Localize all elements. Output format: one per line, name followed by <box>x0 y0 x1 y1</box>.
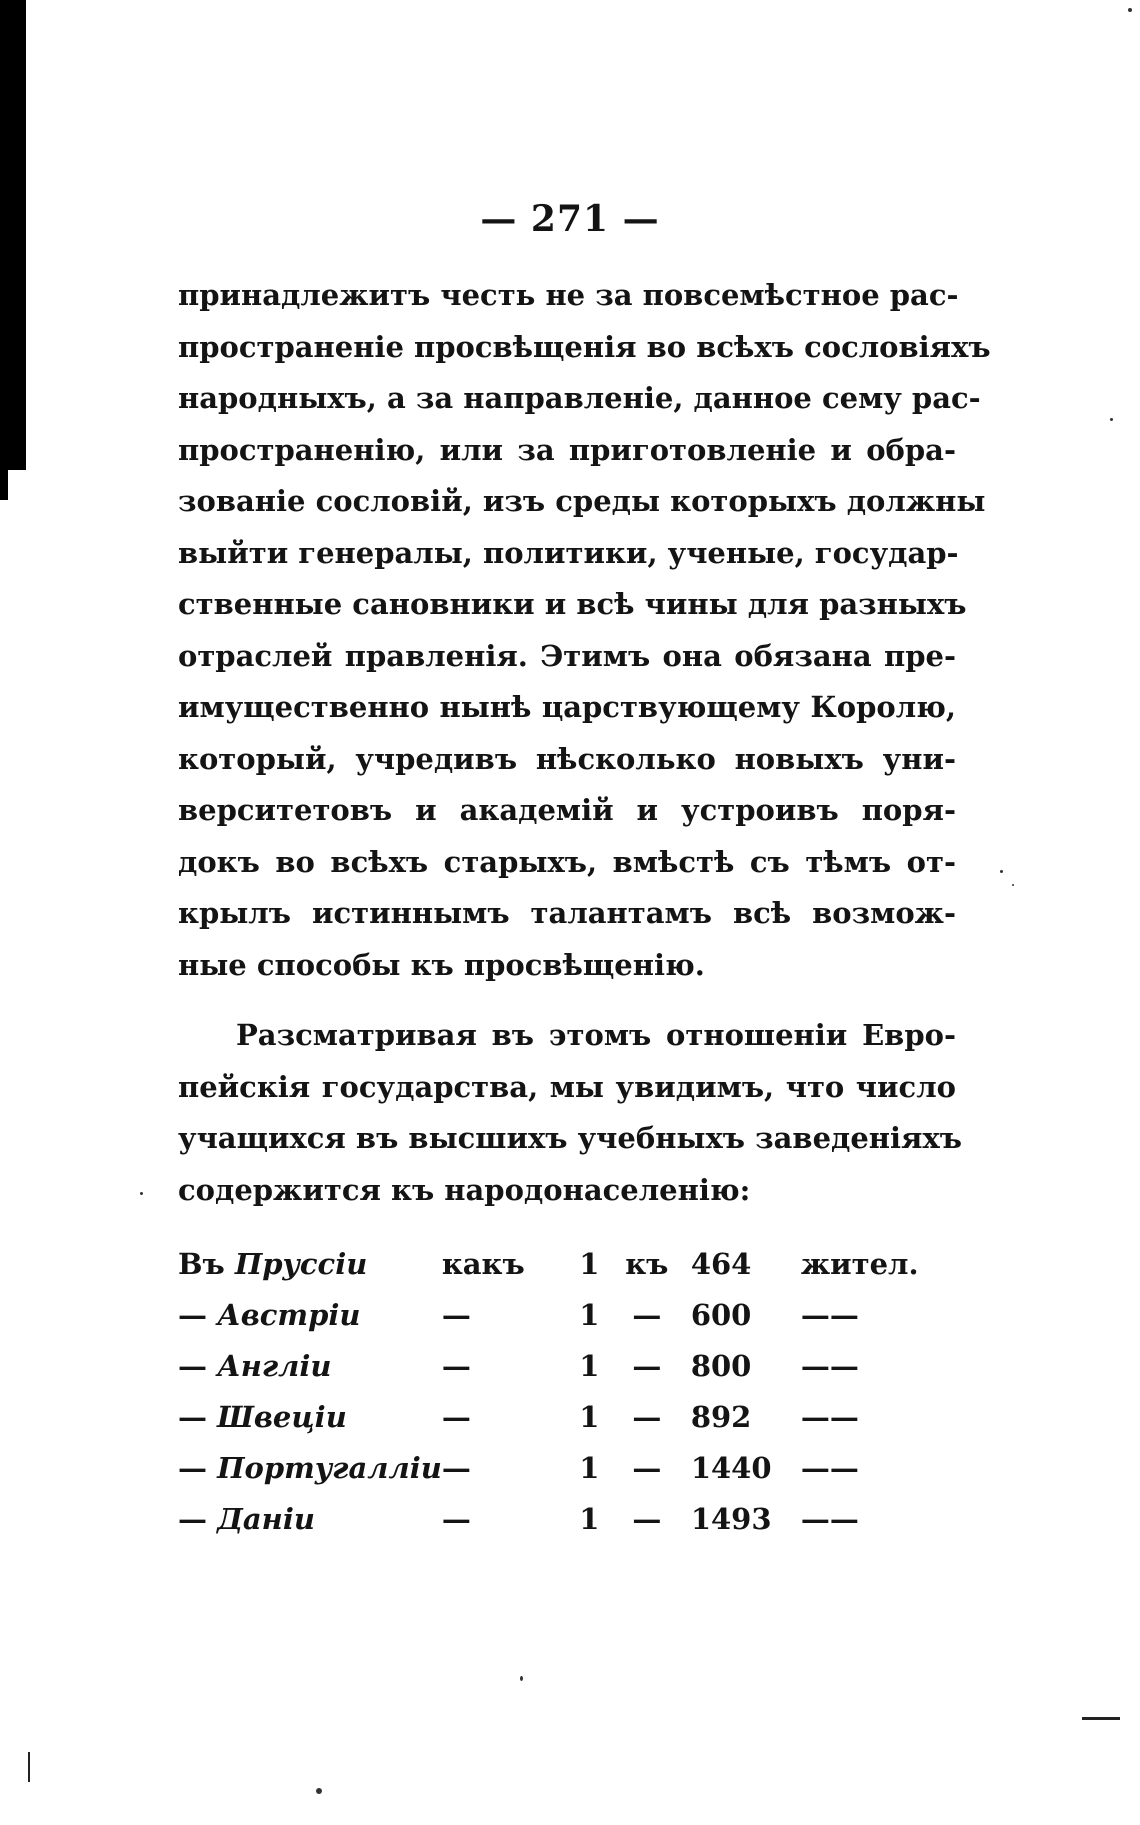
binding-shadow-tail <box>0 470 8 500</box>
table-row <box>178 1340 958 1391</box>
country-name: Португалліи <box>217 1450 442 1485</box>
how-cell: — <box>441 1297 471 1332</box>
country-name: Пруссіи <box>234 1246 368 1281</box>
text-line: ственные сановники и всѣ чины для разныхъ <box>178 587 967 621</box>
text-line: верситетовъ и академій и устроивъ поря- <box>178 793 956 827</box>
text-line: учащихся въ высшихъ учебныхъ заведеніяхъ <box>178 1121 963 1155</box>
row-prefix: — <box>178 1348 207 1383</box>
country-cell <box>178 1442 442 1493</box>
text-line: отраслей правленія. Этимъ она обязана пре- <box>178 638 956 673</box>
how-cell: — <box>441 1450 471 1485</box>
to-cell: къ <box>625 1246 669 1281</box>
one-cell: 1 <box>579 1501 600 1536</box>
text-line: имущественно нынѣ царствующему Королю, <box>178 690 956 724</box>
one-cell: 1 <box>579 1450 600 1485</box>
text-line: докъ во всѣхъ старыхъ, вмѣстѣ съ тѣмъ от- <box>178 844 956 879</box>
scan-speck <box>520 1676 523 1681</box>
number-cell: 800 <box>690 1348 752 1383</box>
scan-speck <box>1012 884 1014 886</box>
table-row <box>178 1289 958 1340</box>
text-line: который, учредивъ нѣсколько новыхъ уни- <box>178 741 956 776</box>
one-cell: 1 <box>579 1348 600 1383</box>
to-cell: — <box>632 1348 662 1383</box>
to-cell: — <box>632 1399 662 1434</box>
row-prefix: — <box>178 1450 207 1485</box>
one-cell: 1 <box>579 1399 600 1434</box>
scan-dash <box>1082 1717 1120 1720</box>
unit-cell: —— <box>800 1501 859 1536</box>
how-cell: — <box>441 1348 471 1383</box>
scan-speck <box>1000 870 1003 873</box>
country-cell <box>178 1289 442 1340</box>
country-name: Англіи <box>217 1348 332 1383</box>
text-line: Разсматривая въ этомъ отношеніи Евро- <box>236 1018 956 1052</box>
table-row <box>178 1493 958 1544</box>
country-cell <box>178 1493 442 1544</box>
text-line: принадлежитъ честь не за повсемѣстное рас- <box>178 278 959 312</box>
number-cell: 464 <box>690 1246 752 1281</box>
paragraph-1 <box>178 270 991 991</box>
row-prefix: — <box>178 1501 207 1536</box>
how-cell: какъ <box>441 1246 525 1281</box>
text-line: пейскія государства, мы увидимъ, что число <box>178 1069 956 1104</box>
text-line: зованіе сословій, изъ среды которыхъ должны <box>178 484 986 518</box>
unit-cell: —— <box>800 1399 859 1434</box>
row-prefix: Въ <box>178 1246 225 1281</box>
table-row <box>178 1238 958 1289</box>
enrollment-ratio-table <box>178 1238 958 1544</box>
scan-speck <box>1110 418 1113 421</box>
number-cell: 1493 <box>690 1501 772 1536</box>
country-cell <box>178 1238 442 1289</box>
page-number: — 271 — <box>480 198 660 240</box>
text-line: пространенію, или за приготовленіе и обра- <box>178 432 956 467</box>
one-cell: 1 <box>579 1246 600 1281</box>
one-cell: 1 <box>579 1297 600 1332</box>
number-cell: 892 <box>690 1399 752 1434</box>
how-cell: — <box>441 1501 471 1536</box>
unit-cell: —— <box>800 1450 859 1485</box>
text-line: народныхъ, а за направленіе, данное сему рас- <box>178 381 981 415</box>
row-prefix: — <box>178 1297 207 1332</box>
scan-dash <box>28 1752 30 1782</box>
unit-cell: —— <box>800 1348 859 1383</box>
text-line: ные способы къ просвѣщенію. <box>178 947 705 982</box>
table-row <box>178 1442 958 1493</box>
country-cell <box>178 1391 442 1442</box>
how-cell: — <box>441 1399 471 1434</box>
to-cell: — <box>632 1501 662 1536</box>
scan-speck <box>316 1788 322 1794</box>
scan-speck <box>140 1192 143 1195</box>
text-line: выйти генералы, политики, ученые, государ- <box>178 535 959 570</box>
number-cell: 1440 <box>690 1450 772 1485</box>
country-name: Швеціи <box>217 1399 347 1434</box>
text-line: крылъ истиннымъ талантамъ всѣ возмож- <box>178 896 956 930</box>
text-line: содержится къ народонаселенію: <box>178 1172 751 1207</box>
country-name: Даніи <box>217 1501 315 1536</box>
row-prefix: — <box>178 1399 207 1434</box>
unit-cell: жител. <box>800 1246 919 1281</box>
country-cell <box>178 1340 442 1391</box>
number-cell: 600 <box>690 1297 752 1332</box>
to-cell: — <box>632 1450 662 1485</box>
unit-cell: —— <box>800 1297 859 1332</box>
country-name: Австріи <box>217 1297 361 1332</box>
paragraph-2 <box>178 1010 963 1216</box>
to-cell: — <box>632 1297 662 1332</box>
text-line: пространеніе просвѣщенія во всѣхъ сословіяхъ <box>178 329 991 364</box>
scan-speck <box>1128 8 1132 12</box>
table-row <box>178 1391 958 1442</box>
